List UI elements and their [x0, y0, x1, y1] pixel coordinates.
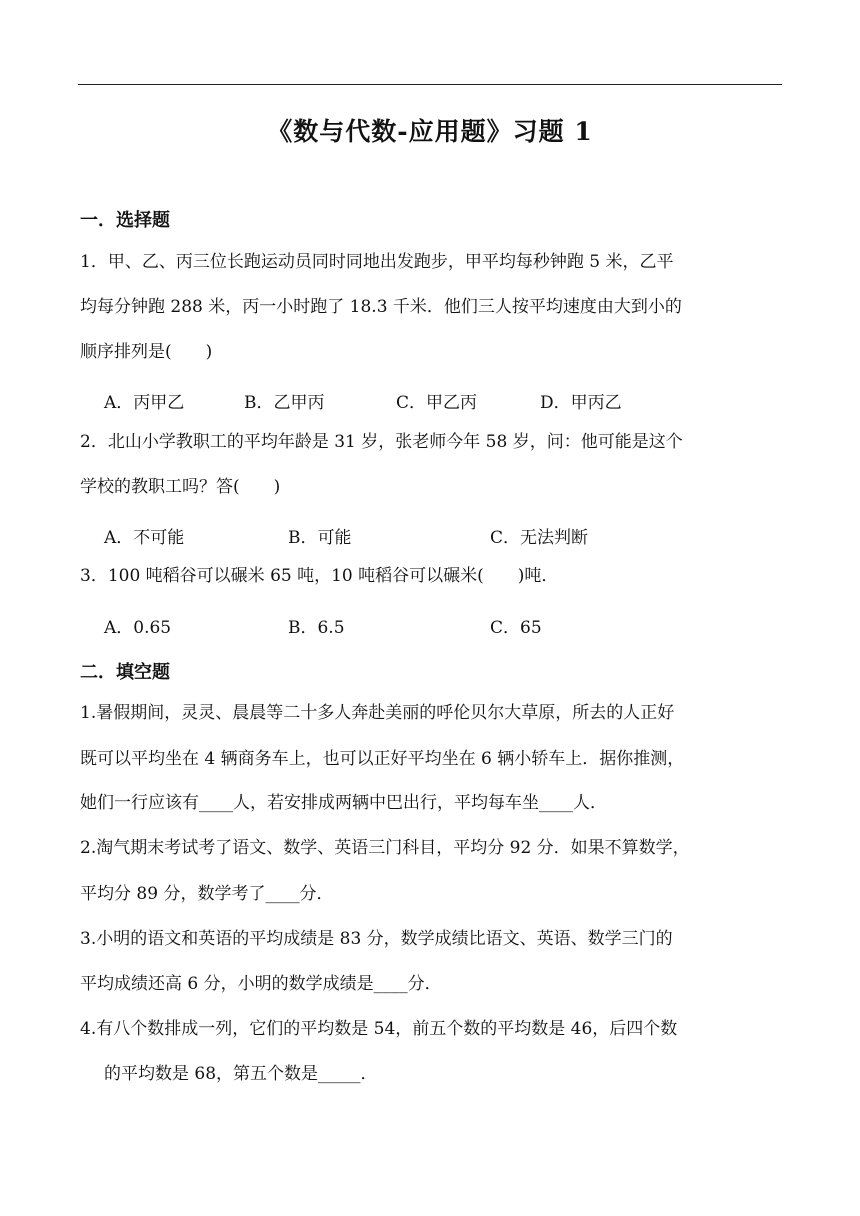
fill-2-line-2: 平均分 89 分，数学考了____分．: [80, 884, 334, 904]
fill-4-line-1: 4.有八个数排成一列，它们的平均数是 54，前五个数的平均数是 46，后四个数: [80, 1019, 678, 1039]
fill-4-line-2: 的平均数是 68，第五个数是_____．: [104, 1064, 378, 1084]
header-rule: [78, 84, 782, 85]
question-2-option-c: C．无法判断: [490, 528, 589, 548]
question-2-option-a: A．不可能: [104, 528, 185, 548]
question-2-option-b: B．可能: [288, 528, 352, 548]
document-title: 《数与代数-应用题》习题 1: [267, 117, 593, 146]
question-1-option-a: A．丙甲乙: [104, 393, 185, 413]
question-1-option-c: C．甲乙丙: [396, 393, 478, 413]
fill-1-line-1: 1.暑假期间，灵灵、晨晨等二十多人奔赴美丽的呼伦贝尔大草原，所去的人正好: [80, 703, 675, 723]
fill-3-line-2: 平均成绩还高 6 分，小明的数学成绩是____分．: [80, 974, 442, 994]
question-3-option-a: A．0.65: [104, 618, 172, 638]
question-1-line-3: 顺序排列是( ): [80, 342, 213, 362]
section-heading-choice: 一．选择题: [80, 210, 170, 231]
question-2-line-1: 2．北山小学教职工的平均年龄是 31 岁，张老师今年 58 岁，问：他可能是这个: [80, 432, 683, 452]
question-1-option-d: D．甲丙乙: [540, 393, 622, 413]
question-3-option-c: C．65: [490, 618, 542, 638]
section-heading-fill-blank: 二．填空题: [80, 662, 170, 683]
question-3-line-1: 3．100 吨稻谷可以碾米 65 吨，10 吨稻谷可以碾米( )吨．: [80, 566, 559, 586]
question-1-line-2: 均每分钟跑 288 米，丙一小时跑了 18.3 千米．他们三人按平均速度由大到小的: [80, 297, 682, 317]
question-2-line-2: 学校的教职工吗？答( ): [80, 477, 281, 497]
fill-1-line-3: 她们一行应该有____人，若安排成两辆中巴出行，平均每车坐____人．: [80, 793, 607, 813]
question-1-option-b: B．乙甲丙: [244, 393, 325, 413]
question-1-line-1: 1．甲、乙、丙三位长跑运动员同时同地出发跑步，甲平均每秒钟跑 5 米，乙平: [80, 252, 674, 272]
question-3-option-b: B．6.5: [288, 618, 345, 638]
fill-3-line-1: 3.小明的语文和英语的平均成绩是 83 分，数学成绩比语文、英语、数学三门的: [80, 929, 673, 949]
fill-1-line-2: 既可以平均坐在 4 辆商务车上，也可以正好平均坐在 6 辆小轿车上．据你推测，: [80, 749, 685, 769]
fill-2-line-1: 2.淘气期末考试考了语文、数学、英语三门科目，平均分 92 分．如果不算数学，: [80, 838, 690, 858]
